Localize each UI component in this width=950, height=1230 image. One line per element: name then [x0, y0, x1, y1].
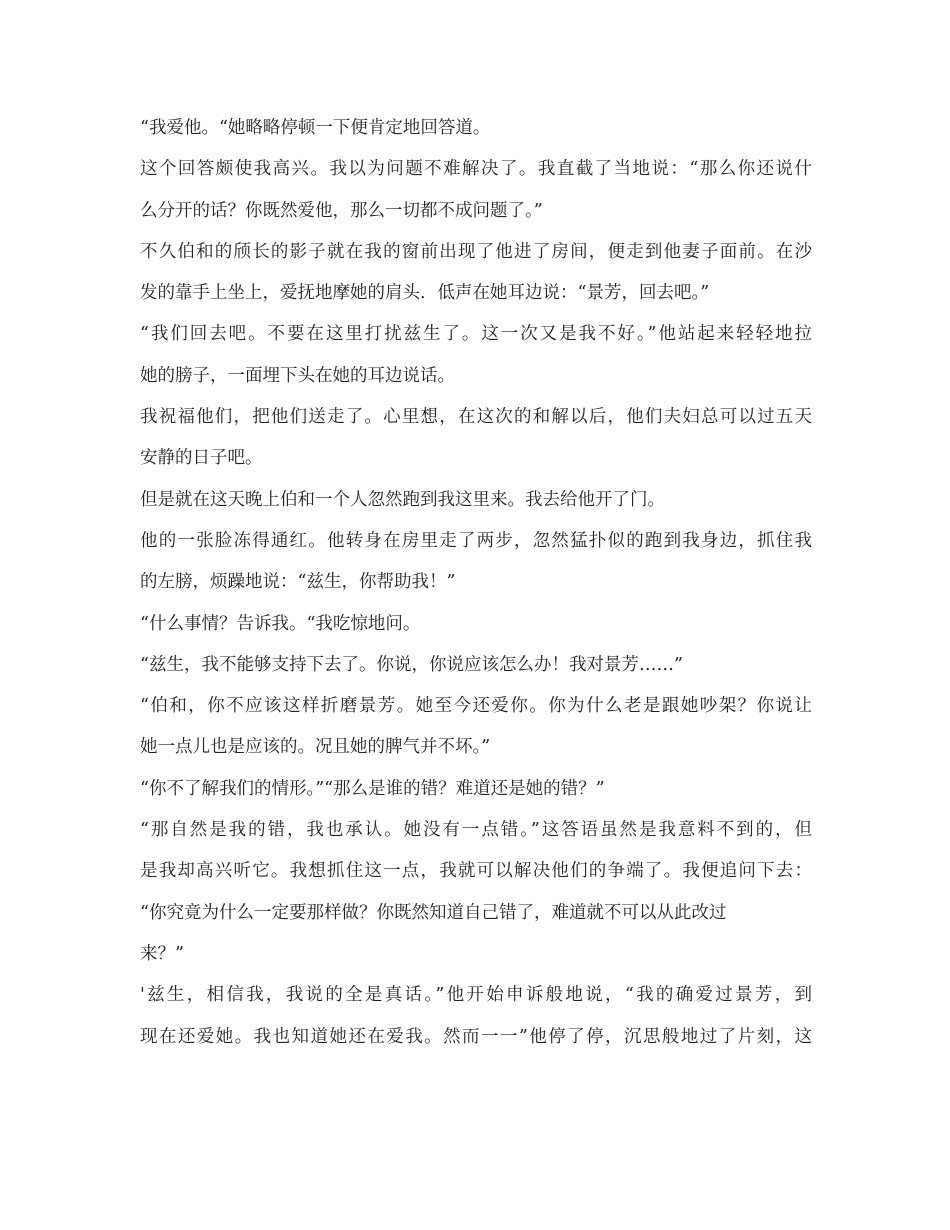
text-line: 的左膀，烦躁地说：“兹生，你帮助我！”	[140, 572, 456, 593]
text-line: 她一点儿也是应该的。况且她的脾气并不坏。”	[140, 737, 491, 758]
text-line: “我们回去吧。不要在这里打扰兹生了。这一次又是我不好。”他站起来轻轻地拉	[140, 324, 812, 345]
text-line: 但是就在这天晚上伯和一个人忽然跑到我这里来。我去给他开了门。	[140, 489, 665, 510]
text-line: 她的膀子，一面埋下头在她的耳边说话。	[140, 365, 455, 386]
text-line: 他的一张脸冻得通红。他转身在房里走了两步，忽然猛扑似的跑到我身边，抓住我	[140, 530, 812, 551]
text-line: 不久伯和的颀长的影子就在我的窗前出现了他进了房间，便走到他妻子面前。在沙	[140, 241, 812, 262]
text-line: “你不了解我们的情形。”“那么是谁的错？难道还是她的错？”	[140, 778, 605, 799]
text-line: '兹生，相信我，我说的全是真话。”他开始申诉般地说，“我的确爱过景芳，到	[140, 985, 812, 1006]
text-line: 现在还爱她。我也知道她还在爱我。然而一一”他停了停，沉思般地过了片刻，这	[140, 1026, 812, 1047]
text-line: “我爱他。“她略略停顿一下便肯定地回答道。	[140, 118, 491, 138]
text-line: 这个回答颇使我高兴。我以为问题不难解决了。我直截了当地说：“那么你还说什	[140, 159, 812, 180]
text-line: 安静的日子吧。	[140, 448, 263, 469]
text-line: 我祝福他们，把他们送走了。心里想，在这次的和解以后，他们夫妇总可以过五天	[140, 407, 812, 428]
text-line: “兹生，我不能够支持下去了。你说，你说应该怎么办！我对景芳……”	[140, 654, 683, 675]
text-line: “什么事情？告诉我。“我吃惊地问。	[140, 613, 421, 634]
text-line: 是我却高兴听它。我想抓住这一点，我就可以解决他们的争端了。我便追问下去：	[140, 861, 812, 882]
text-line: “那自然是我的错，我也承认。她没有一点错。”这答语虽然是我意料不到的，但	[140, 820, 812, 841]
text-line: “你究竟为什么一定要那样做？你既然知道自己错了，难道就不可以从此改过	[140, 902, 727, 923]
text-line: “伯和，你不应该这样折磨景芳。她至今还爱你。你为什么老是跟她吵架？你说让	[140, 696, 812, 717]
text-line: 发的靠手上坐上，爱抚地摩她的肩头．低声在她耳边说：“景芳，回去吧。”	[140, 283, 710, 304]
text-line: 么分开的话？你既然爱他，那么一切都不成问题了。”	[140, 200, 543, 221]
text-line: 来？”	[140, 943, 184, 964]
body-text	[140, 108, 812, 1058]
